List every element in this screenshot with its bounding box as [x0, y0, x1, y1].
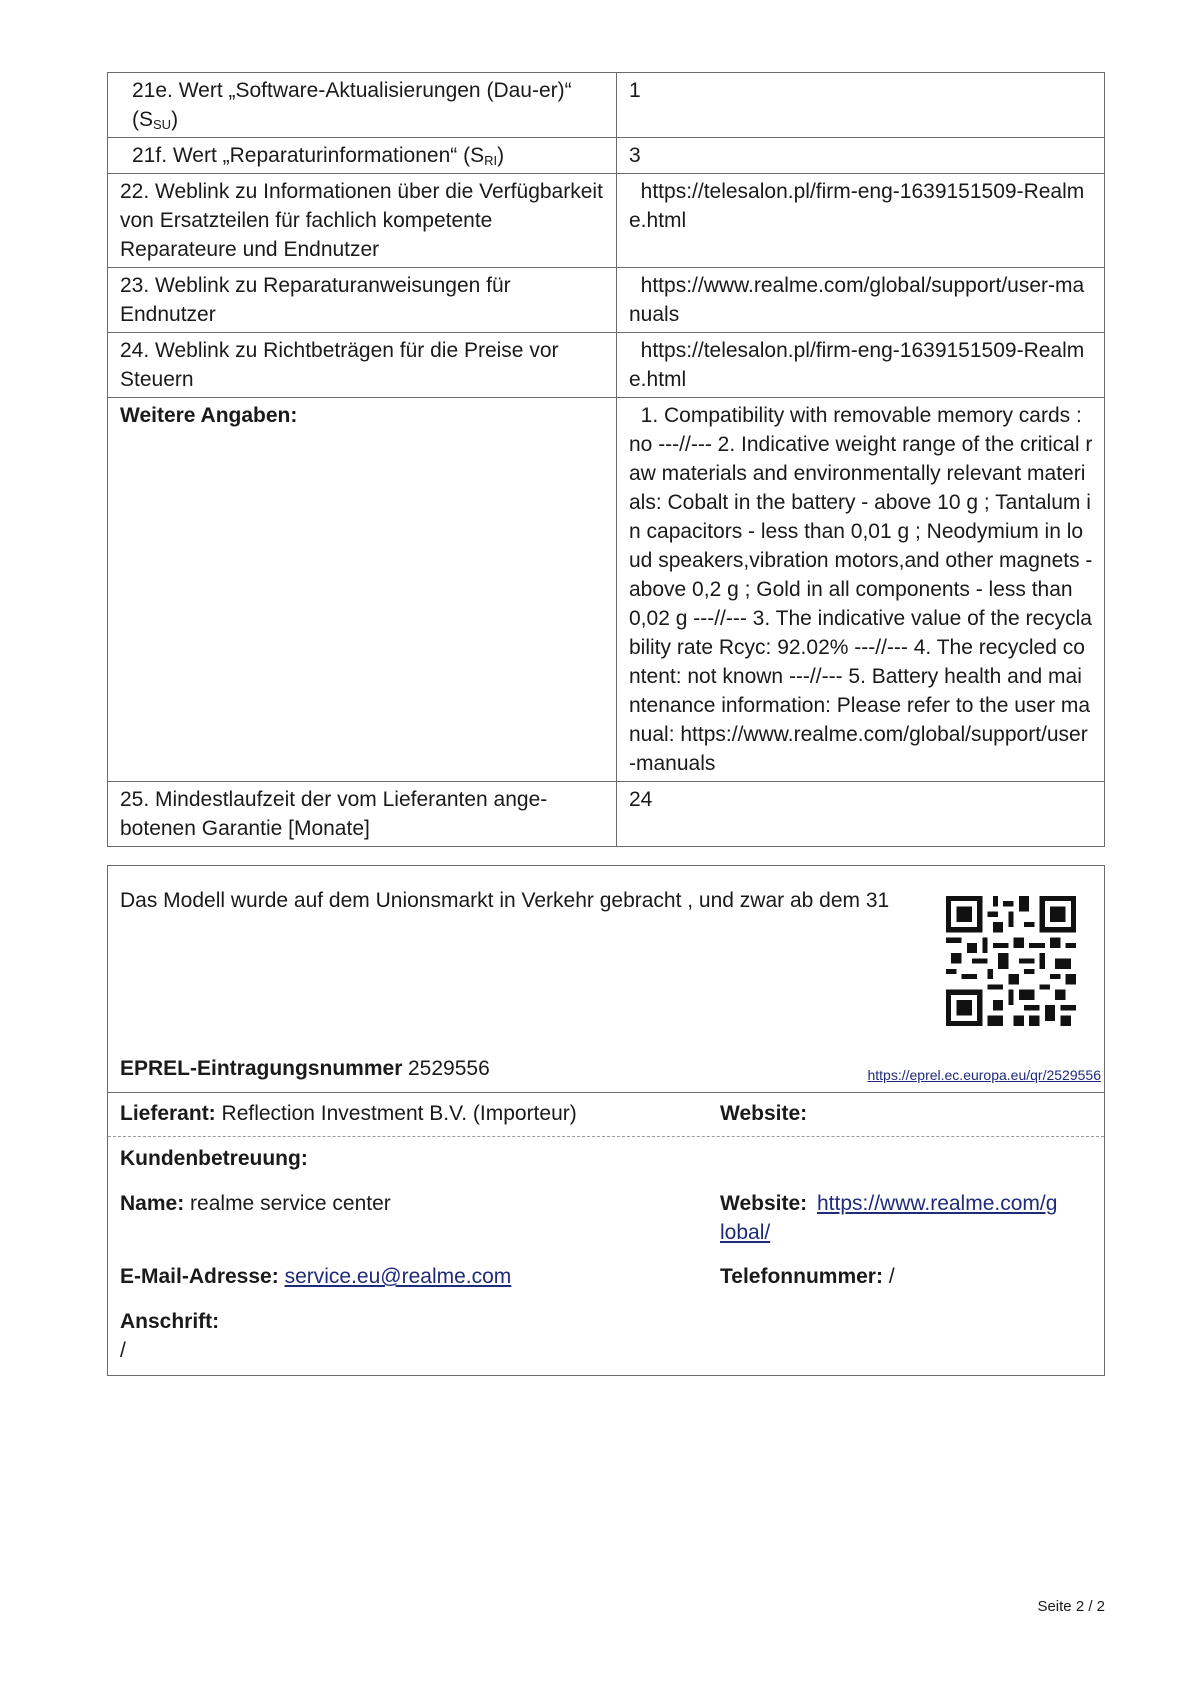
row-label: 21e. Wert „Software-Aktualisierungen (Dau-er)“ $(S_{SU})$	[108, 73, 617, 138]
row-label: 23. Weblink zu Reparaturanweisungen für Endnutzer	[108, 268, 617, 333]
website-field	[720, 1099, 807, 1128]
spec-table	[107, 72, 1105, 847]
eprel-number: 2529556	[408, 1057, 490, 1080]
eprel-label: EPREL-Eintragungsnummer	[120, 1057, 403, 1080]
market-placement-text: Das Modell wurde auf dem Unionsmarkt in Verkehr gebracht , und zwar ab dem 31	[120, 889, 890, 912]
eprel-link[interactable]: https://eprel.ec.europa.eu/qr/2529556	[867, 1067, 1101, 1083]
divider	[108, 1136, 1104, 1137]
phone-field	[720, 1262, 895, 1291]
row-value: 3	[617, 138, 1105, 174]
page-number: Seite 2 / 2	[1037, 1598, 1105, 1615]
row-value: https://telesalon.pl/firm-eng-1639151509-Realme.html	[617, 333, 1105, 398]
row-value: 1	[617, 73, 1105, 138]
row-value: https://www.realme.com/global/support/user-manuals	[617, 268, 1105, 333]
phone-label: Telefonnummer:	[720, 1265, 883, 1288]
table-row	[108, 782, 1105, 847]
row-value: https://telesalon.pl/firm-eng-1639151509-Realme.html	[617, 174, 1105, 268]
cs-website-label: Website:	[720, 1192, 808, 1215]
address-value: /	[120, 1339, 126, 1362]
table-row	[108, 398, 1105, 782]
row-label: Weitere Angaben:	[108, 398, 617, 782]
email-label: E-Mail-Adresse:	[120, 1265, 279, 1288]
phone-value: /	[888, 1265, 895, 1288]
cs-website-link[interactable]: https://www.realme.com/g	[817, 1192, 1058, 1215]
row-label: 22. Weblink zu Informationen über die Verfügbarkeit von Ersatzteilen für fachlich kompetente Reparateure und Endnutzer	[108, 174, 617, 268]
table-row	[108, 174, 1105, 268]
table-row	[108, 138, 1105, 174]
supplier-label: Lieferant:	[120, 1102, 216, 1125]
website-label: Website:	[720, 1102, 808, 1125]
name-field	[120, 1189, 391, 1218]
supplier-value: Reflection Investment B.V. (Importeur)	[221, 1102, 577, 1125]
table-row	[108, 73, 1105, 138]
supplier-field	[120, 1099, 577, 1128]
email-link[interactable]: service.eu@realme.com	[284, 1265, 512, 1288]
customer-service-heading: Kundenbetreuung:	[120, 1147, 308, 1170]
email-field	[120, 1262, 511, 1291]
name-value: realme service center	[190, 1192, 391, 1215]
row-value: 1. Compatibility with removable memory cards : no ---//--- 2. Indicative weight range of the critical raw materials and environmentally relevant materials: Cobalt in the battery - above 10 g ; Tantalum in capacitors - less than 0,01 g ; Neodymium in loud speakers,vibration motors,and other magnets - above 0,2 g ; Gold in all components - less than 0,02 g ---//--- 3. The indicative value of the recyclability rate Rcyc: 92.02% ---//--- 4. The recycled content: not known ---//--- 5. Battery health and maintenance information: Please refer to the user manual: https://www.realme.com/global/support/user-manuals	[617, 398, 1105, 782]
divider	[108, 1092, 1104, 1093]
cs-website-link-continued[interactable]: lobal/	[720, 1221, 771, 1244]
row-label: 25. Mindestlaufzeit der vom Lieferanten ange-botenen Garantie [Monate]	[108, 782, 617, 847]
row-label: 21f. Wert „Reparaturinformationen“ $(S_{RI})$	[108, 138, 617, 174]
name-label: Name:	[120, 1192, 185, 1215]
table-row	[108, 268, 1105, 333]
row-value: 24	[617, 782, 1105, 847]
qr-code[interactable]	[946, 896, 1076, 1026]
address-label: Anschrift:	[120, 1310, 220, 1333]
table-row	[108, 333, 1105, 398]
row-label: 24. Weblink zu Richtbeträgen für die Preise vor Steuern	[108, 333, 617, 398]
supplier-info-box	[107, 865, 1105, 1376]
cs-website-field	[720, 1189, 807, 1218]
